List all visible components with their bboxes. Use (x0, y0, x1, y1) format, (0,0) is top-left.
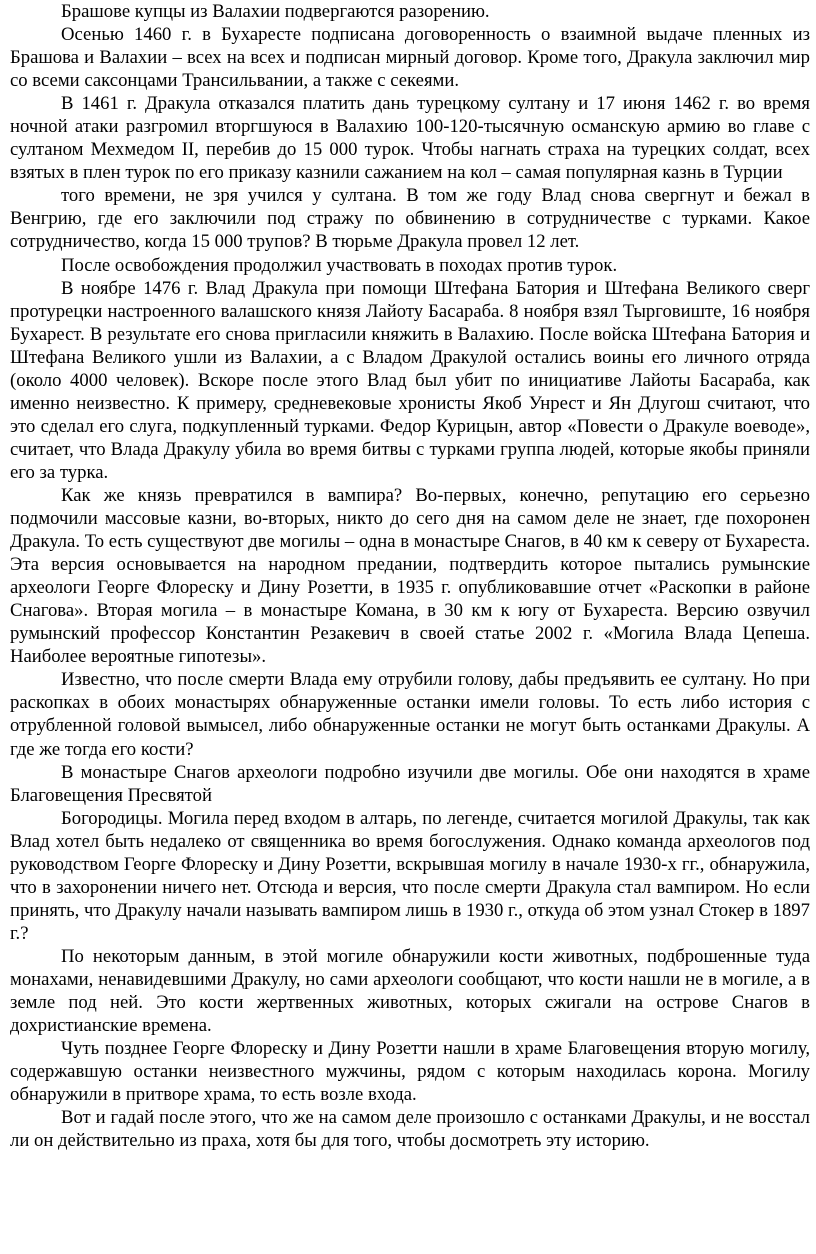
paragraph-5: После освобождения продолжил участвовать в походах против турок. (61, 254, 618, 276)
paragraph-9: В монастыре Снагов археологи подробно изучили две могилы. Обе они находятся в храме Благовещения Пресвятой (10, 761, 810, 806)
paragraph-4: того времени, не зря учился у султана. В том же году Влад снова свергнут и бежал в Венгрию, где его заключили под стражу по обвинению в сотрудничестве с турками. Какое сотрудничество, когда 15 000 трупов? В тюрьме Дракула провел 12 лет. (10, 185, 810, 253)
paragraph-10: Богородицы. Могила перед входом в алтарь, по легенде, считается могилой Дракулы, так как Влад хотел быть недалеко от священника во время богослужения. Однако команда археологов под руководством Георге Флореску и Дину Розетти, вскрывшая могилу в начале 1930-х гг., обнаружила, что в захоронении ничего нет. Отсюда и версия, что после смерти Дракула стал вампиром. Но если принять, что Дракулу начали называть вампиром лишь в 1930 г., откуда об этом узнал Стокер в 1897 г.? (10, 807, 810, 944)
paragraph-7: Как же князь превратился в вампира? Во-первых, конечно, репутацию его серьезно подмочили массовые казни, во-вторых, никто до сего дня на самом деле не знает, где похоронен Дракула. То есть существуют две могилы – одна в монастыре Снагов, в 40 км к северу от Бухареста. Эта версия основывается на народном предании, подтвердить которое пытались румынские археологи Георге Флореску и Дину Розетти, в 1935 г. опубликовавшие отчет «Раскопки в районе Снагова». Вторая могила – в монастыре Комана, в 30 км к югу от Бухареста. Версию озвучил румынский профессор Константин Резакевич в своей статье 2002 г. «Могила Влада Цепеша. Наиболее вероятные гипотезы». (10, 484, 810, 668)
paragraph-1: Брашове купцы из Валахии подвергаются разорению. (61, 1, 490, 22)
paragraph-13: Вот и гадай после этого, что же на самом деле произошло с останками Дракулы, и не восстал ли он действительно из праха, хотя бы для того, чтобы досмотреть эту историю. (10, 1107, 810, 1152)
paragraph-11: По некоторым данным, в этой могиле обнаружили кости животных, подброшенные туда монахами, ненавидевшими Дракулу, но сами археологи сообщают, что кости нашли не в могиле, а в земле под ней. Это кости жертвенных животных, которых сжигали на острове Снагов в дохристианские времена. (10, 945, 810, 1037)
paragraph-2: Осенью 1460 г. в Бухаресте подписана договоренность о взаимной выдаче пленных из Брашова и Валахии – всех на всех и подписан мирный договор. Кроме того, Дракула заключил мир со всеми саксонцами Трансильвании, а также с секеями. (10, 24, 810, 92)
paragraph-3: В 1461 г. Дракула отказался платить дань турецкому султану и 17 июня 1462 г. во время ночной атаки разгромил вторгшуюся в Валахию 100-120-тысячную османскую армию во главе с султаном Мехмедом II, перебив до 15 000 турок. Чтобы нагнать страха на турецких солдат, всех взятых в плен турок по его приказу казнили сажанием на кол – самая популярная казнь в Турции (10, 93, 810, 184)
paragraph-12: Чуть позднее Георге Флореску и Дину Розетти нашли в храме Благовещения вторую могилу, содержавшую останки неизвестного мужчины, рядом с которым находилась корона. Могилу обнаружили в притворе храма, то есть возле входа. (10, 1038, 810, 1106)
paragraph-6: В ноябре 1476 г. Влад Дракула при помощи Штефана Батория и Штефана Великого сверг протурецки настроенного валашского князя Лайоту Басараба. 8 ноября взял Тырговиште, 16 ноября Бухарест. В результате его снова пригласили княжить в Валахию. После войска Штефана Батория и Штефана Великого ушли из Валахии, а с Владом Дракулой остались воины его личного отряда (около 4000 человек). Вскоре после этого Влад был убит по инициативе Лайоты Басараба, как именно неизвестно. К примеру, средневековые хронисты Якоб Унрест и Ян Длугош считают, что это сделал его слуга, подкупленный турками. Федор Курицын, автор «Повести о Дракуле воеводе», считает, что Влада Дракулу убила во время битвы с турками группа людей, которые якобы приняли его за турка. (10, 277, 810, 483)
paragraph-8: Известно, что после смерти Влада ему отрубили голову, дабы предъявить ее султану. Но при раскопках в обоих монастырях обнаруженные останки имели головы. То есть либо история с отрубленной головой вымысел, либо обнаруженные останки не могут быть останками Дракулы. А где же тогда его кости? (10, 669, 810, 760)
